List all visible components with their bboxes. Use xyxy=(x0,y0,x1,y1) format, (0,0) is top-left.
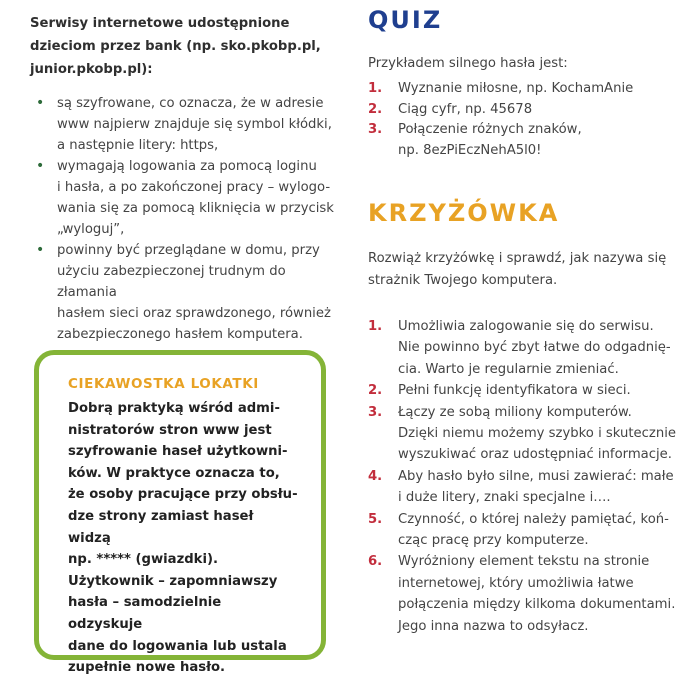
item-line: np. 8ezPiEczNehA5l0! xyxy=(398,142,542,158)
tip-line: hasła – samodzielnie odzyskuje xyxy=(68,595,222,632)
tip-line: ków. W praktyce oznacza to, xyxy=(68,465,280,481)
clue-line: cia. Warto je regularnie zmieniać. xyxy=(398,361,619,377)
crossword-list xyxy=(368,316,680,637)
crossword-heading: KRZYŻÓWKA xyxy=(368,199,560,227)
quiz-list xyxy=(368,79,680,161)
clue-line: Nie powinno być zbyt łatwe do odgadnię- xyxy=(398,340,671,356)
crossword-clue xyxy=(368,380,680,401)
clue-number: 3. xyxy=(368,404,383,420)
tip-line: szyfrowanie haseł użytkowni- xyxy=(68,444,288,460)
item-line: Ciąg cyfr, np. 45678 xyxy=(398,101,533,117)
bullet-item xyxy=(30,93,345,156)
clue-line: Łączy ze sobą miliony komputerów. xyxy=(398,404,632,420)
item-number: 2. xyxy=(368,101,383,117)
quiz-intro: Przykładem silnego hasła jest: xyxy=(368,56,568,71)
clue-number: 4. xyxy=(368,468,383,484)
clue-line: internetowej, który umożliwia łatwe xyxy=(398,575,634,591)
tip-line: Dobrą praktyką wśród admi- xyxy=(68,401,280,416)
bullet-item xyxy=(30,156,345,240)
clue-line: Aby hasło było silne, musi zawierać: małe xyxy=(398,468,674,484)
quiz-item xyxy=(368,79,680,100)
crossword-intro xyxy=(368,248,678,291)
crossword-clue xyxy=(368,466,680,509)
bullet-line: są szyfrowane, co oznacza, że w adresie xyxy=(57,96,324,111)
tip-line: że osoby pracujące przy obsłu- xyxy=(68,487,298,503)
clue-line: Dzięki niemu możemy szybko i skutecznie xyxy=(398,426,676,442)
tip-box-heading: CIEKAWOSTKA LOKATKI xyxy=(68,376,259,392)
tip-line: dze strony zamiast haseł widzą xyxy=(68,508,254,546)
clue-line: połączenia między kilkoma dokumentami. xyxy=(398,597,676,613)
crossword-clue xyxy=(368,316,680,380)
quiz-heading: QUIZ xyxy=(368,6,443,34)
crossword-clue xyxy=(368,509,680,552)
bullet-line: hasłem sieci oraz sprawdzonego, również xyxy=(57,306,331,321)
tip-line: nistratorów stron www jest xyxy=(68,422,272,438)
tip-line: zupełnie nowe hasło. xyxy=(68,660,226,676)
bullet-line: i hasła, a po zakończonej pracy – wylogo- xyxy=(57,180,331,195)
crossword-clue xyxy=(368,402,680,466)
clue-line: Umożliwia zalogowanie się do serwisu. xyxy=(398,319,654,334)
bullet-line: zabezpieczonego hasłem komputera. xyxy=(57,327,303,342)
quiz-item xyxy=(368,120,680,161)
clue-line: Jego inna nazwa to odsyłacz. xyxy=(398,618,589,634)
clue-number: 2. xyxy=(368,383,383,399)
clue-line: Czynność, o której należy pamiętać, koń- xyxy=(398,511,669,527)
bullet-item xyxy=(30,240,345,345)
clue-line: Pełni funkcję identyfikatora w sieci. xyxy=(398,383,631,399)
item-number: 3. xyxy=(368,122,383,137)
item-line: Wyznanie miłosne, np. KochamAnie xyxy=(398,81,634,96)
crossword-clue xyxy=(368,551,680,637)
clue-line: i duże litery, znaki specjalne i…. xyxy=(398,490,611,506)
bullet-line: a następnie litery: https, xyxy=(57,138,219,153)
bullet-line: powinny być przeglądane w domu, przy xyxy=(57,243,320,258)
quiz-item xyxy=(368,100,680,121)
bullet-line: „wyloguj”, xyxy=(57,222,125,237)
bullet-list xyxy=(30,93,345,345)
bullet-line: wymagają logowania za pomocą loginu xyxy=(57,159,317,174)
intro-line: strażnik Twojego komputera. xyxy=(368,272,558,288)
bullet-line: użyciu zabezpieczonej trudnym do złamania xyxy=(57,264,286,300)
left-column xyxy=(30,12,345,345)
item-number: 1. xyxy=(368,81,383,96)
item-line: Połączenie różnych znaków, xyxy=(398,122,582,137)
clue-line: cząc pracę przy komputerze. xyxy=(398,533,589,549)
tip-box-text xyxy=(68,398,298,679)
bullet-line: www najpierw znajduje się symbol kłódki, xyxy=(57,117,332,132)
intro-text: Serwisy internetowe udostępnione dzieciom przez bank (np. sko.pkobp.pl, junior.pkobp.pl): xyxy=(30,16,321,77)
clue-line: wyszukiwać oraz udostępniać informacje. xyxy=(398,447,672,463)
clue-number: 1. xyxy=(368,319,383,334)
tip-line: dane do logowania lub ustala xyxy=(68,638,287,654)
bullet-line: wania się za pomocą kliknięcia w przycisk xyxy=(57,201,334,216)
tip-line: Użytkownik – zapomniawszy xyxy=(68,573,278,589)
intro-line: Rozwiąż krzyżówkę i sprawdź, jak nazywa się xyxy=(368,251,667,266)
clue-number: 5. xyxy=(368,511,383,527)
clue-number: 6. xyxy=(368,554,383,570)
tip-line: np. ***** (gwiazdki). xyxy=(68,552,219,568)
clue-line: Wyróżniony element tekstu na stronie xyxy=(398,554,650,570)
